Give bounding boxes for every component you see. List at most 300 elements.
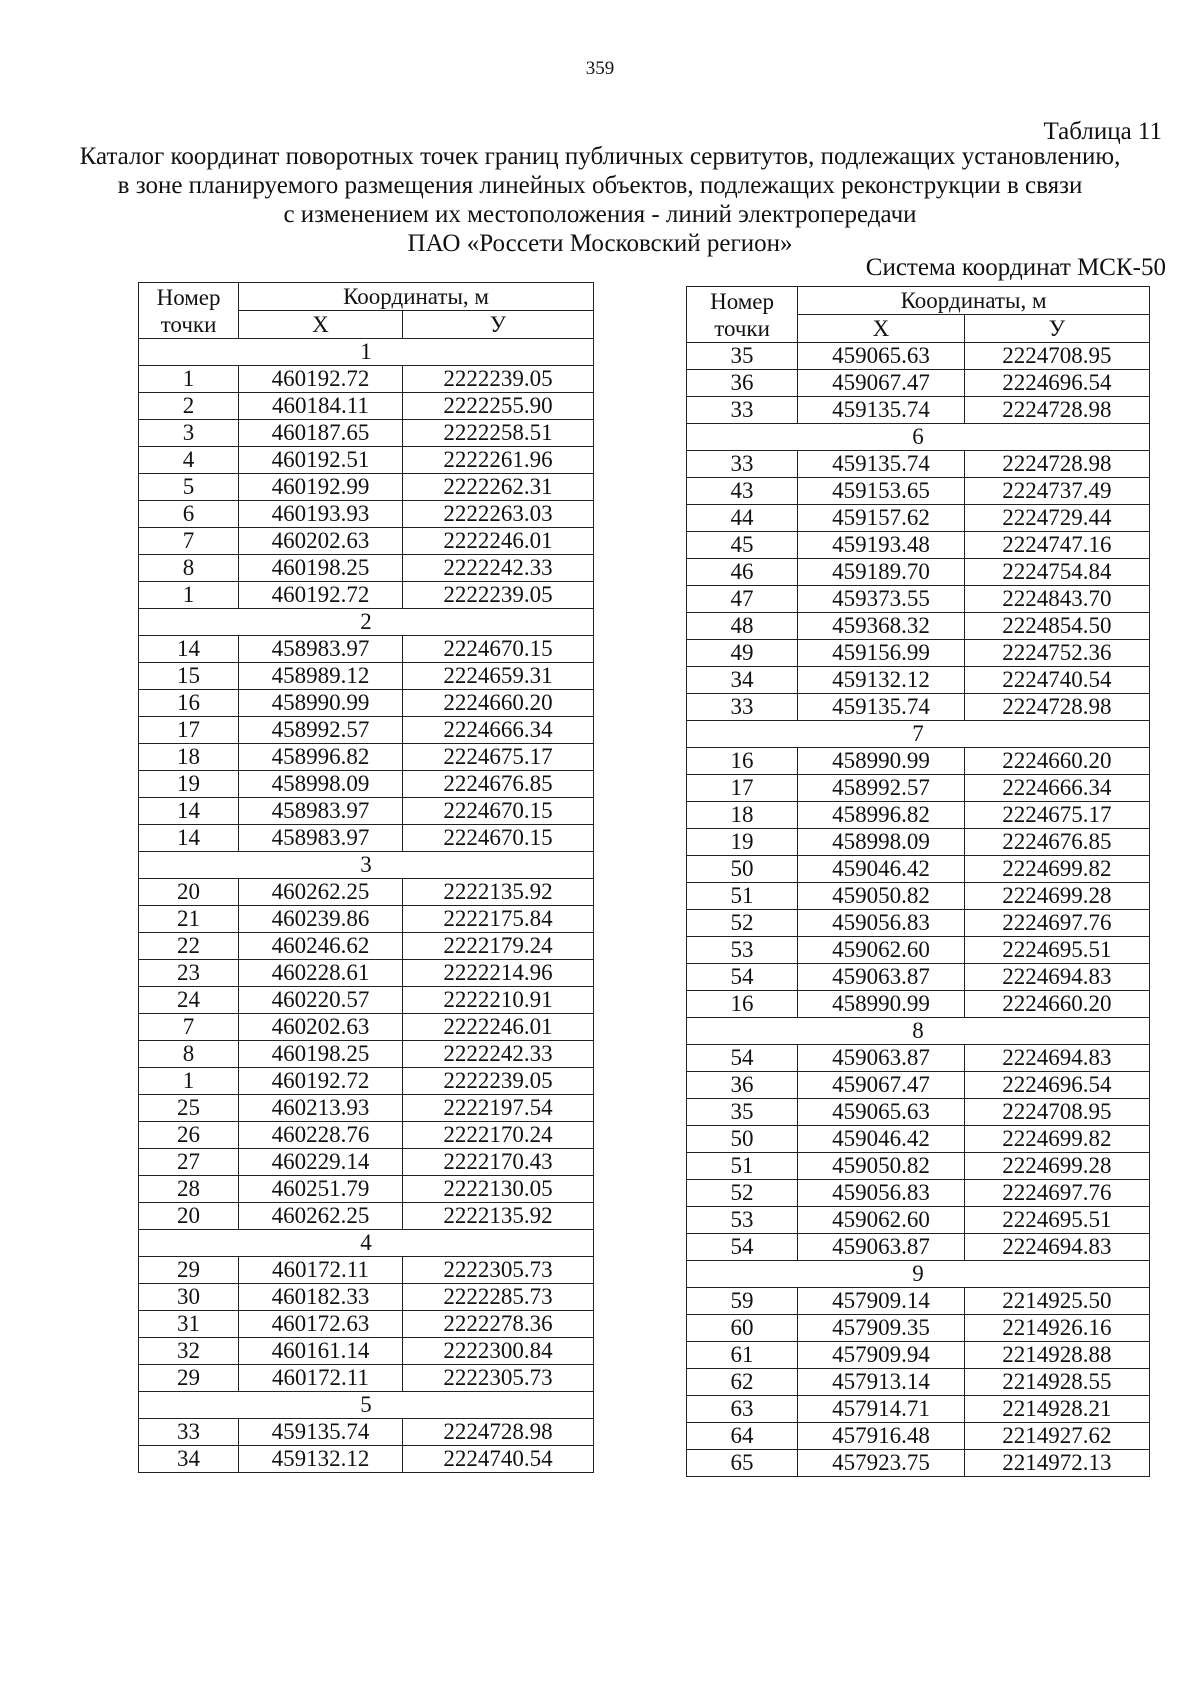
x-coordinate-cell: 459135.74 <box>798 397 965 424</box>
y-coordinate-cell: 2222239.05 <box>402 366 593 393</box>
x-coordinate-cell: 460193.93 <box>239 501 403 528</box>
point-number-cell: 29 <box>139 1257 239 1284</box>
y-coordinate-cell: 2224670.15 <box>402 798 593 825</box>
table-row <box>687 532 1150 559</box>
y-coordinate-cell: 2222305.73 <box>402 1257 593 1284</box>
y-coordinate-cell: 2222170.24 <box>402 1122 593 1149</box>
table-row <box>139 1068 594 1095</box>
title-line-3: с изменением их местоположения - линий электропередачи <box>283 201 917 228</box>
x-coordinate-cell: 460187.65 <box>239 420 403 447</box>
x-coordinate-cell: 459062.60 <box>798 937 965 964</box>
point-number-cell: 6 <box>139 501 239 528</box>
table-row <box>139 960 594 987</box>
y-coordinate-cell: 2222135.92 <box>402 1203 593 1230</box>
y-coordinate-cell: 2214972.13 <box>964 1450 1149 1477</box>
x-coordinate-cell: 460213.93 <box>239 1095 403 1122</box>
y-coordinate-cell: 2224854.50 <box>964 613 1149 640</box>
point-number-cell: 7 <box>139 1014 239 1041</box>
table-row <box>687 613 1150 640</box>
x-coordinate-cell: 459056.83 <box>798 1180 965 1207</box>
section-number-cell: 5 <box>139 1392 594 1419</box>
point-number-cell: 17 <box>687 775 798 802</box>
table-row <box>687 1180 1150 1207</box>
point-number-cell: 33 <box>139 1419 239 1446</box>
y-coordinate-cell: 2222242.33 <box>402 1041 593 1068</box>
y-coordinate-cell: 2224754.84 <box>964 559 1149 586</box>
y-coordinate-cell: 2222255.90 <box>402 393 593 420</box>
table-row <box>687 1288 1150 1315</box>
y-coordinate-cell: 2224843.70 <box>964 586 1149 613</box>
x-coordinate-cell: 458996.82 <box>239 744 403 771</box>
table-row <box>139 1014 594 1041</box>
x-coordinate-cell: 459063.87 <box>798 1234 965 1261</box>
point-number-cell: 65 <box>687 1450 798 1477</box>
x-coordinate-cell: 459065.63 <box>798 343 965 370</box>
point-number-cell: 22 <box>139 933 239 960</box>
point-number-cell: 24 <box>139 987 239 1014</box>
point-number-cell: 14 <box>139 825 239 852</box>
point-number-cell: 36 <box>687 370 798 397</box>
y-coordinate-cell: 2222239.05 <box>402 1068 593 1095</box>
point-number-cell: 23 <box>139 960 239 987</box>
section-header-row <box>687 1018 1150 1045</box>
y-coordinate-cell: 2224696.54 <box>964 1072 1149 1099</box>
point-number-cell: 17 <box>139 717 239 744</box>
x-coordinate-cell: 460246.62 <box>239 933 403 960</box>
x-coordinate-cell: 460220.57 <box>239 987 403 1014</box>
point-number-cell: 50 <box>687 1126 798 1153</box>
x-coordinate-cell: 458983.97 <box>239 798 403 825</box>
x-coordinate-cell: 460228.76 <box>239 1122 403 1149</box>
section-number-cell: 4 <box>139 1230 594 1257</box>
table-row <box>687 694 1150 721</box>
table-row <box>687 856 1150 883</box>
table-row <box>687 397 1150 424</box>
table-row <box>687 1369 1150 1396</box>
y-coordinate-cell: 2222214.96 <box>402 960 593 987</box>
point-number-cell: 18 <box>139 744 239 771</box>
table-row <box>687 1396 1150 1423</box>
table-row <box>139 879 594 906</box>
table-body-right <box>687 343 1150 1477</box>
y-coordinate-cell: 2224659.31 <box>402 663 593 690</box>
x-coordinate-cell: 458992.57 <box>239 717 403 744</box>
header-coordinates: Координаты, м <box>239 283 594 311</box>
x-coordinate-cell: 460172.11 <box>239 1365 403 1392</box>
y-coordinate-cell: 2224729.44 <box>964 505 1149 532</box>
table-row <box>687 559 1150 586</box>
table-label: Таблица 11 <box>1043 118 1162 145</box>
x-coordinate-cell: 459132.12 <box>239 1446 403 1473</box>
table-row <box>139 1311 594 1338</box>
table-row <box>139 1446 594 1473</box>
section-header-row <box>687 424 1150 451</box>
y-coordinate-cell: 2224670.15 <box>402 825 593 852</box>
table-row <box>687 1342 1150 1369</box>
coordinates-table-left <box>138 282 594 1473</box>
y-coordinate-cell: 2224660.20 <box>402 690 593 717</box>
x-coordinate-cell: 459067.47 <box>798 1072 965 1099</box>
table-row <box>687 964 1150 991</box>
y-coordinate-cell: 2224728.98 <box>402 1419 593 1446</box>
point-number-cell: 35 <box>687 1099 798 1126</box>
table-row <box>687 910 1150 937</box>
table-row <box>139 1203 594 1230</box>
y-coordinate-cell: 2224740.54 <box>964 667 1149 694</box>
section-header-row <box>139 1230 594 1257</box>
y-coordinate-cell: 2224728.98 <box>964 451 1149 478</box>
table-row <box>687 748 1150 775</box>
x-coordinate-cell: 460192.51 <box>239 447 403 474</box>
x-coordinate-cell: 460239.86 <box>239 906 403 933</box>
title-line-4: ПАО «Россети Московский регион» <box>407 230 793 257</box>
table-row <box>139 933 594 960</box>
table-row <box>139 1257 594 1284</box>
x-coordinate-cell: 460198.25 <box>239 555 403 582</box>
point-number-cell: 53 <box>687 937 798 964</box>
point-number-cell: 54 <box>687 1234 798 1261</box>
point-number-cell: 53 <box>687 1207 798 1234</box>
table-row <box>139 636 594 663</box>
point-number-cell: 26 <box>139 1122 239 1149</box>
x-coordinate-cell: 458998.09 <box>239 771 403 798</box>
title-line-1: Каталог координат поворотных точек границ публичных сервитутов, подлежащих установлению, <box>79 143 1121 170</box>
x-coordinate-cell: 457909.35 <box>798 1315 965 1342</box>
y-coordinate-cell: 2224660.20 <box>964 991 1149 1018</box>
table-row <box>139 690 594 717</box>
y-coordinate-cell: 2222278.36 <box>402 1311 593 1338</box>
table-row <box>139 474 594 501</box>
page-number: 359 <box>585 58 615 79</box>
coordinates-table-right <box>686 286 1150 1477</box>
section-header-row <box>139 339 594 366</box>
x-coordinate-cell: 459157.62 <box>798 505 965 532</box>
y-coordinate-cell: 2222262.31 <box>402 474 593 501</box>
y-coordinate-cell: 2222246.01 <box>402 1014 593 1041</box>
table-row <box>687 802 1150 829</box>
x-coordinate-cell: 458990.99 <box>239 690 403 717</box>
x-coordinate-cell: 460202.63 <box>239 1014 403 1041</box>
table-row <box>687 343 1150 370</box>
x-coordinate-cell: 459063.87 <box>798 964 965 991</box>
table-row <box>687 1423 1150 1450</box>
point-number-cell: 15 <box>139 663 239 690</box>
x-coordinate-cell: 460192.99 <box>239 474 403 501</box>
table-row <box>687 1126 1150 1153</box>
x-coordinate-cell: 458983.97 <box>239 825 403 852</box>
point-number-cell: 8 <box>139 1041 239 1068</box>
y-coordinate-cell: 2222246.01 <box>402 528 593 555</box>
x-coordinate-cell: 459046.42 <box>798 1126 965 1153</box>
y-coordinate-cell: 2214926.16 <box>964 1315 1149 1342</box>
table-row <box>139 1095 594 1122</box>
table-row <box>687 1234 1150 1261</box>
table-row <box>139 1149 594 1176</box>
y-coordinate-cell: 2224737.49 <box>964 478 1149 505</box>
point-number-cell: 64 <box>687 1423 798 1450</box>
table-row <box>687 1450 1150 1477</box>
point-number-cell: 44 <box>687 505 798 532</box>
point-number-cell: 45 <box>687 532 798 559</box>
point-number-cell: 59 <box>687 1288 798 1315</box>
y-coordinate-cell: 2222239.05 <box>402 582 593 609</box>
x-coordinate-cell: 459132.12 <box>798 667 965 694</box>
section-header-row <box>139 609 594 636</box>
point-number-cell: 47 <box>687 586 798 613</box>
header-y: У <box>964 315 1149 343</box>
table-row <box>687 991 1150 1018</box>
y-coordinate-cell: 2224660.20 <box>964 748 1149 775</box>
y-coordinate-cell: 2224752.36 <box>964 640 1149 667</box>
y-coordinate-cell: 2224728.98 <box>964 694 1149 721</box>
point-number-cell: 21 <box>139 906 239 933</box>
table-row <box>139 1176 594 1203</box>
y-coordinate-cell: 2214925.50 <box>964 1288 1149 1315</box>
section-number-cell: 9 <box>687 1261 1150 1288</box>
y-coordinate-cell: 2224676.85 <box>964 829 1149 856</box>
x-coordinate-cell: 460202.63 <box>239 528 403 555</box>
point-number-cell: 34 <box>687 667 798 694</box>
x-coordinate-cell: 459135.74 <box>239 1419 403 1446</box>
title-line-2: в зоне планируемого размещения линейных объектов, подлежащих реконструкции в связи <box>117 172 1083 199</box>
table-row <box>139 420 594 447</box>
x-coordinate-cell: 460262.25 <box>239 879 403 906</box>
x-coordinate-cell: 460182.33 <box>239 1284 403 1311</box>
table-row <box>687 586 1150 613</box>
table-row <box>139 1365 594 1392</box>
y-coordinate-cell: 2224699.28 <box>964 883 1149 910</box>
y-coordinate-cell: 2224740.54 <box>402 1446 593 1473</box>
point-number-cell: 8 <box>139 555 239 582</box>
table-row <box>687 370 1150 397</box>
point-number-cell: 54 <box>687 964 798 991</box>
y-coordinate-cell: 2214927.62 <box>964 1423 1149 1450</box>
document-title <box>40 142 1160 258</box>
point-number-cell: 35 <box>687 343 798 370</box>
table-row <box>687 667 1150 694</box>
table-row <box>139 528 594 555</box>
table-row <box>139 663 594 690</box>
y-coordinate-cell: 2222285.73 <box>402 1284 593 1311</box>
coordinate-system-label: Система координат МСК-50 <box>865 254 1166 281</box>
table-row <box>687 1099 1150 1126</box>
y-coordinate-cell: 2224699.28 <box>964 1153 1149 1180</box>
x-coordinate-cell: 458990.99 <box>798 991 965 1018</box>
y-coordinate-cell: 2224694.83 <box>964 1045 1149 1072</box>
table-row <box>687 1072 1150 1099</box>
x-coordinate-cell: 460192.72 <box>239 366 403 393</box>
point-number-cell: 16 <box>687 748 798 775</box>
y-coordinate-cell: 2224666.34 <box>402 717 593 744</box>
table-row <box>139 717 594 744</box>
y-coordinate-cell: 2224708.95 <box>964 343 1149 370</box>
point-number-cell: 1 <box>139 582 239 609</box>
x-coordinate-cell: 458996.82 <box>798 802 965 829</box>
x-coordinate-cell: 458998.09 <box>798 829 965 856</box>
point-number-cell: 62 <box>687 1369 798 1396</box>
x-coordinate-cell: 460262.25 <box>239 1203 403 1230</box>
point-number-cell: 63 <box>687 1396 798 1423</box>
x-coordinate-cell: 457913.14 <box>798 1369 965 1396</box>
section-number-cell: 7 <box>687 721 1150 748</box>
table-row <box>139 825 594 852</box>
section-number-cell: 2 <box>139 609 594 636</box>
y-coordinate-cell: 2224666.34 <box>964 775 1149 802</box>
y-coordinate-cell: 2214928.21 <box>964 1396 1149 1423</box>
y-coordinate-cell: 2224728.98 <box>964 397 1149 424</box>
point-number-cell: 36 <box>687 1072 798 1099</box>
y-coordinate-cell: 2222135.92 <box>402 879 593 906</box>
point-number-cell: 52 <box>687 1180 798 1207</box>
point-number-cell: 14 <box>139 798 239 825</box>
table-row <box>139 798 594 825</box>
point-number-cell: 29 <box>139 1365 239 1392</box>
table-row <box>139 366 594 393</box>
y-coordinate-cell: 2222300.84 <box>402 1338 593 1365</box>
x-coordinate-cell: 459135.74 <box>798 451 965 478</box>
x-coordinate-cell: 459153.65 <box>798 478 965 505</box>
x-coordinate-cell: 459062.60 <box>798 1207 965 1234</box>
point-number-cell: 4 <box>139 447 239 474</box>
table-row <box>687 883 1150 910</box>
x-coordinate-cell: 460229.14 <box>239 1149 403 1176</box>
point-number-cell: 48 <box>687 613 798 640</box>
table-row <box>139 1284 594 1311</box>
table-row <box>687 937 1150 964</box>
table-row <box>687 451 1150 478</box>
point-number-cell: 20 <box>139 879 239 906</box>
table-row <box>687 505 1150 532</box>
y-coordinate-cell: 2222242.33 <box>402 555 593 582</box>
y-coordinate-cell: 2222210.91 <box>402 987 593 1014</box>
x-coordinate-cell: 457909.94 <box>798 1342 965 1369</box>
x-coordinate-cell: 459135.74 <box>798 694 965 721</box>
header-point-number: Номер точки <box>687 287 798 343</box>
point-number-cell: 18 <box>687 802 798 829</box>
point-number-cell: 60 <box>687 1315 798 1342</box>
x-coordinate-cell: 460198.25 <box>239 1041 403 1068</box>
table-row <box>687 1045 1150 1072</box>
point-number-cell: 33 <box>687 397 798 424</box>
x-coordinate-cell: 460251.79 <box>239 1176 403 1203</box>
header-y: У <box>402 311 593 339</box>
x-coordinate-cell: 460228.61 <box>239 960 403 987</box>
y-coordinate-cell: 2214928.55 <box>964 1369 1149 1396</box>
table-row <box>687 640 1150 667</box>
y-coordinate-cell: 2224676.85 <box>402 771 593 798</box>
x-coordinate-cell: 459050.82 <box>798 883 965 910</box>
table-row <box>687 478 1150 505</box>
x-coordinate-cell: 458983.97 <box>239 636 403 663</box>
x-coordinate-cell: 459368.32 <box>798 613 965 640</box>
y-coordinate-cell: 2224696.54 <box>964 370 1149 397</box>
header-coordinates: Координаты, м <box>798 287 1150 315</box>
section-header-row <box>139 1392 594 1419</box>
header-point-number: Номер точки <box>139 283 239 339</box>
x-coordinate-cell: 459050.82 <box>798 1153 965 1180</box>
table-row <box>139 1419 594 1446</box>
point-number-cell: 61 <box>687 1342 798 1369</box>
table-row <box>139 1122 594 1149</box>
x-coordinate-cell: 457916.48 <box>798 1423 965 1450</box>
x-coordinate-cell: 458990.99 <box>798 748 965 775</box>
point-number-cell: 20 <box>139 1203 239 1230</box>
x-coordinate-cell: 459373.55 <box>798 586 965 613</box>
y-coordinate-cell: 2224694.83 <box>964 964 1149 991</box>
point-number-cell: 14 <box>139 636 239 663</box>
table-row <box>687 829 1150 856</box>
x-coordinate-cell: 459046.42 <box>798 856 965 883</box>
table-row <box>687 1315 1150 1342</box>
table-row <box>687 1153 1150 1180</box>
table-row <box>139 447 594 474</box>
point-number-cell: 52 <box>687 910 798 937</box>
point-number-cell: 51 <box>687 1153 798 1180</box>
point-number-cell: 32 <box>139 1338 239 1365</box>
table-row <box>139 1041 594 1068</box>
y-coordinate-cell: 2214928.88 <box>964 1342 1149 1369</box>
point-number-cell: 3 <box>139 420 239 447</box>
point-number-cell: 33 <box>687 694 798 721</box>
table-row <box>139 906 594 933</box>
point-number-cell: 1 <box>139 366 239 393</box>
table-row <box>139 744 594 771</box>
x-coordinate-cell: 460192.72 <box>239 582 403 609</box>
point-number-cell: 7 <box>139 528 239 555</box>
table-row <box>687 775 1150 802</box>
y-coordinate-cell: 2222170.43 <box>402 1149 593 1176</box>
point-number-cell: 43 <box>687 478 798 505</box>
x-coordinate-cell: 457909.14 <box>798 1288 965 1315</box>
y-coordinate-cell: 2224694.83 <box>964 1234 1149 1261</box>
section-number-cell: 6 <box>687 424 1150 451</box>
x-coordinate-cell: 459067.47 <box>798 370 965 397</box>
x-coordinate-cell: 459065.63 <box>798 1099 965 1126</box>
section-number-cell: 3 <box>139 852 594 879</box>
y-coordinate-cell: 2222130.05 <box>402 1176 593 1203</box>
x-coordinate-cell: 460172.63 <box>239 1311 403 1338</box>
y-coordinate-cell: 2224747.16 <box>964 532 1149 559</box>
y-coordinate-cell: 2224697.76 <box>964 1180 1149 1207</box>
point-number-cell: 16 <box>687 991 798 1018</box>
point-number-cell: 19 <box>139 771 239 798</box>
y-coordinate-cell: 2224699.82 <box>964 1126 1149 1153</box>
point-number-cell: 19 <box>687 829 798 856</box>
x-coordinate-cell: 457914.71 <box>798 1396 965 1423</box>
x-coordinate-cell: 459193.48 <box>798 532 965 559</box>
table-row <box>139 582 594 609</box>
table-row <box>687 1207 1150 1234</box>
header-x: X <box>239 311 403 339</box>
x-coordinate-cell: 460184.11 <box>239 393 403 420</box>
point-number-cell: 1 <box>139 1068 239 1095</box>
section-number-cell: 1 <box>139 339 594 366</box>
point-number-cell: 30 <box>139 1284 239 1311</box>
point-number-cell: 34 <box>139 1446 239 1473</box>
y-coordinate-cell: 2224695.51 <box>964 937 1149 964</box>
table-row <box>139 771 594 798</box>
y-coordinate-cell: 2222305.73 <box>402 1365 593 1392</box>
y-coordinate-cell: 2224670.15 <box>402 636 593 663</box>
point-number-cell: 25 <box>139 1095 239 1122</box>
x-coordinate-cell: 460192.72 <box>239 1068 403 1095</box>
point-number-cell: 46 <box>687 559 798 586</box>
point-number-cell: 2 <box>139 393 239 420</box>
table-body-left <box>139 339 594 1473</box>
point-number-cell: 31 <box>139 1311 239 1338</box>
y-coordinate-cell: 2224708.95 <box>964 1099 1149 1126</box>
y-coordinate-cell: 2222258.51 <box>402 420 593 447</box>
